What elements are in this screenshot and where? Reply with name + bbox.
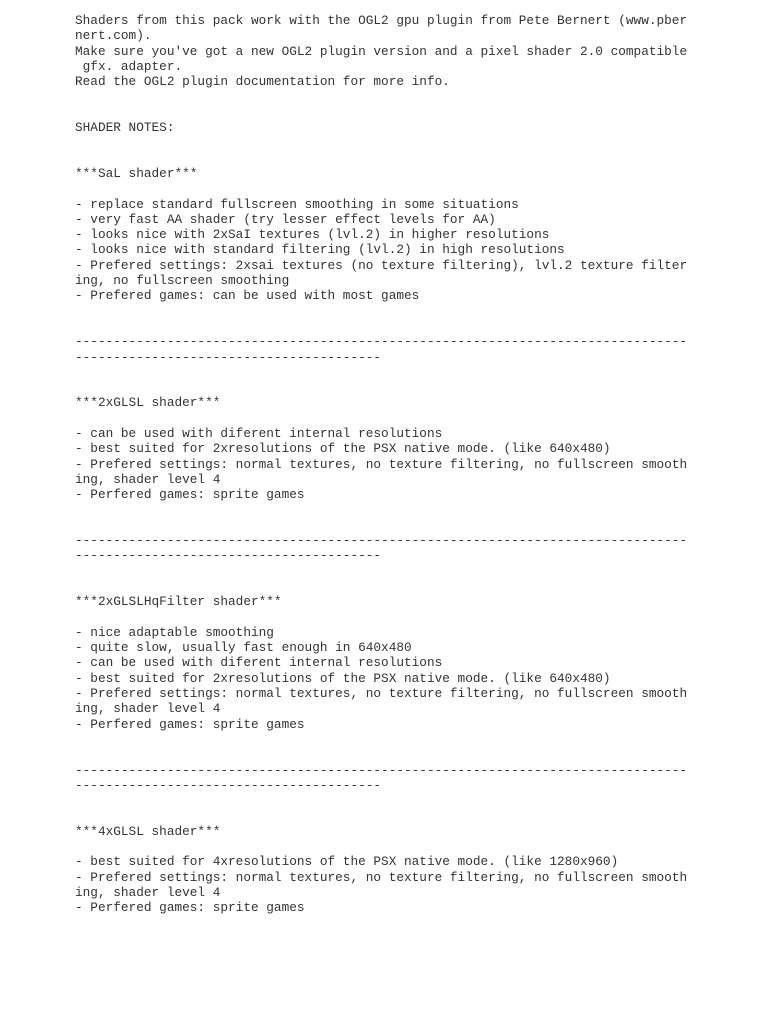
text-line: - looks nice with 2xSaI textures (lvl.2) in higher resolutions — [75, 227, 550, 243]
text-line: - best suited for 2xresolutions of the PSX native mode. (like 640x480) — [75, 441, 611, 457]
text-line: - replace standard fullscreen smoothing in some situations — [75, 196, 519, 212]
text-line: ***2xGLSL shader*** — [75, 395, 221, 411]
text-line: ing, shader level 4 — [75, 471, 221, 487]
text-line: - Prefered games: can be used with most games — [75, 288, 420, 304]
text-line — [75, 319, 695, 334]
text-line: - Prefered settings: normal textures, no texture filtering, no fullscreen smooth — [75, 686, 688, 702]
text-line: - very fast AA shader (try lesser effect levels for AA) — [75, 211, 496, 227]
text-line: Make sure you've got a new OGL2 plugin version and a pixel shader 2.0 compatible — [75, 43, 688, 59]
text-line — [75, 380, 695, 395]
text-line: -------------------------------------------------------------------------------- — [75, 533, 688, 549]
text-line: -------------------------------------------------------------------------------- — [75, 762, 688, 778]
text-line: - quite slow, usually fast enough in 640x480 — [75, 640, 412, 656]
text-line — [75, 181, 695, 196]
text-line: ing, no fullscreen smoothing — [75, 273, 290, 289]
text-line: ***4xGLSL shader*** — [75, 823, 221, 839]
text-line: - nice adaptable smoothing — [75, 624, 274, 640]
text-line — [75, 793, 695, 808]
text-line: ing, shader level 4 — [75, 884, 221, 900]
text-line: ---------------------------------------- — [75, 349, 382, 365]
text-line — [75, 518, 695, 533]
text-line: - Perfered games: sprite games — [75, 716, 305, 732]
text-line: ***SaL shader*** — [75, 165, 198, 181]
text-line — [75, 564, 695, 579]
text-line — [75, 411, 695, 426]
text-line: Read the OGL2 plugin documentation for more info. — [75, 74, 450, 90]
text-line: Shaders from this pack work with the OGL2 gpu plugin from Pete Bernert (www.pber — [75, 13, 688, 28]
text-line: ing, shader level 4 — [75, 701, 221, 717]
text-line — [75, 151, 695, 166]
text-line: - Prefered settings: normal textures, no texture filtering, no fullscreen smooth — [75, 456, 688, 472]
text-line: ---------------------------------------- — [75, 777, 382, 793]
text-line: nert.com). — [75, 28, 152, 44]
text-line — [75, 135, 695, 150]
text-line: - can be used with diferent internal resolutions — [75, 655, 443, 671]
text-line: - Perfered games: sprite games — [75, 487, 305, 503]
text-line — [75, 732, 695, 747]
text-line: -------------------------------------------------------------------------------- — [75, 334, 688, 350]
text-line: - Prefered settings: 2xsai textures (no texture filtering), lvl.2 texture filter — [75, 257, 688, 273]
text-line: SHADER NOTES: — [75, 120, 175, 136]
text-line: ***2xGLSLHqFilter shader*** — [75, 594, 282, 610]
text-line — [75, 304, 695, 319]
text-line: - best suited for 4xresolutions of the PSX native mode. (like 1280x960) — [75, 854, 619, 870]
text-line: - Perfered games: sprite games — [75, 900, 305, 916]
text-line: ---------------------------------------- — [75, 548, 382, 564]
text-line — [75, 579, 695, 594]
text-line — [75, 747, 695, 762]
text-line — [75, 89, 695, 104]
text-line: - looks nice with standard filtering (lvl.2) in high resolutions — [75, 242, 565, 258]
text-line: - can be used with diferent internal resolutions — [75, 426, 443, 442]
text-line: - Prefered settings: normal textures, no texture filtering, no fullscreen smooth — [75, 869, 688, 885]
text-line — [75, 105, 695, 120]
text-line — [75, 839, 695, 854]
text-line — [75, 365, 695, 380]
text-line — [75, 610, 695, 625]
text-line — [75, 503, 695, 518]
text-line — [75, 808, 695, 823]
text-line: gfx. adapter. — [75, 58, 183, 74]
text-line: - best suited for 2xresolutions of the PSX native mode. (like 640x480) — [75, 670, 611, 686]
document-text — [75, 13, 695, 916]
